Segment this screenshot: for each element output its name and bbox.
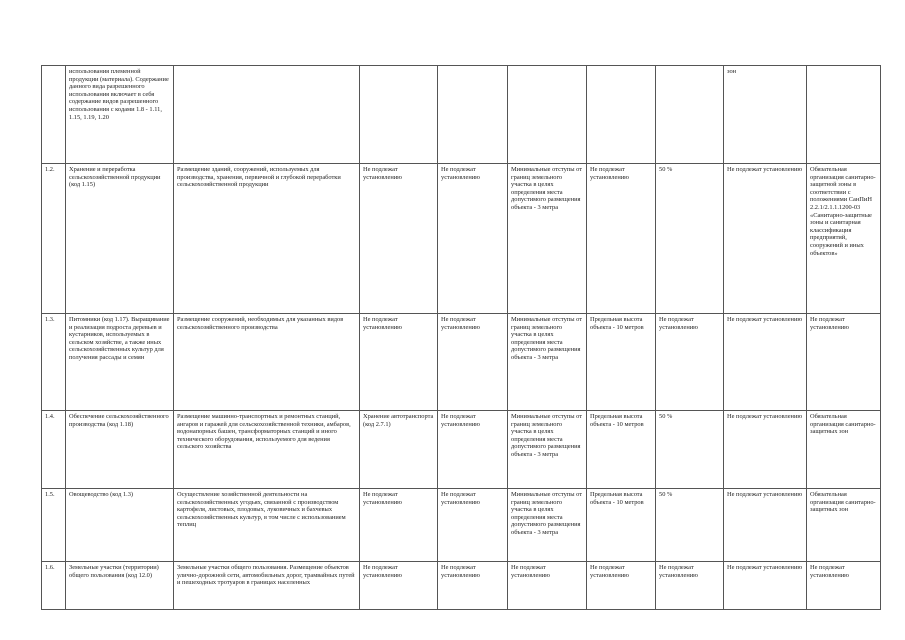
cell-row-number: 1.3. bbox=[42, 314, 66, 411]
cell-row-number: 1.6. bbox=[42, 562, 66, 610]
cell-min-plot-size: Не подлежат установлению bbox=[438, 411, 508, 489]
cell-max-height: Предельная высота объекта - 10 метров bbox=[587, 411, 656, 489]
cell-setbacks: Минимальные отступы от границ земельного участка в целях определения места допустимого размещения объекта - 3 метра bbox=[508, 164, 587, 314]
cell-activity-type: Овощеводство (код 1.3) bbox=[66, 489, 174, 562]
cell-restrictions: Не подлежат установлению bbox=[724, 411, 807, 489]
cell-row-number: 1.4. bbox=[42, 411, 66, 489]
cell-restrictions: Не подлежат установлению bbox=[724, 314, 807, 411]
cell-setbacks: Минимальные отступы от границ земельного участка в целях определения места допустимого размещения объекта - 3 метра bbox=[508, 411, 587, 489]
cell-auxiliary-use: Не подлежат установлению bbox=[360, 562, 438, 610]
table-row bbox=[42, 411, 881, 489]
cell-special-conditions: Обязательная организация санитарно-защитной зоны в соответствии с положениями СанПиН 2.2.1/2.1.1.1200-03 «Санитарно-защитные зоны и санитарная классификация предприятий, сооружений и иных объектов» bbox=[807, 164, 881, 314]
cell-auxiliary-use bbox=[360, 66, 438, 164]
cell-restrictions: Не подлежат установлению bbox=[724, 562, 807, 610]
cell-setbacks: Минимальные отступы от границ земельного участка в целях определения места допустимого размещения объекта - 3 метра bbox=[508, 489, 587, 562]
cell-max-height bbox=[587, 66, 656, 164]
cell-description: Размещение сооружений, необходимых для указанных видов сельскохозяйственного производства bbox=[174, 314, 360, 411]
cell-min-plot-size: Не подлежат установлению bbox=[438, 314, 508, 411]
table-row bbox=[42, 314, 881, 411]
cell-restrictions: зон bbox=[724, 66, 807, 164]
cell-min-plot-size: Не подлежат установлению bbox=[438, 489, 508, 562]
cell-special-conditions bbox=[807, 66, 881, 164]
table-row bbox=[42, 489, 881, 562]
cell-description bbox=[174, 66, 360, 164]
cell-max-height: Предельная высота объекта - 10 метров bbox=[587, 314, 656, 411]
cell-special-conditions: Не подлежат установлению bbox=[807, 562, 881, 610]
table-row bbox=[42, 66, 881, 164]
cell-setbacks bbox=[508, 66, 587, 164]
cell-setbacks: Минимальные отступы от границ земельного участка в целях определения места допустимого размещения объекта - 3 метра bbox=[508, 314, 587, 411]
cell-auxiliary-use: Не подлежат установлению bbox=[360, 164, 438, 314]
cell-coverage-percent: Не подлежат установлению bbox=[656, 314, 724, 411]
table-row bbox=[42, 164, 881, 314]
cell-auxiliary-use: Не подлежат установлению bbox=[360, 314, 438, 411]
cell-coverage-percent: Не подлежат установлению bbox=[656, 562, 724, 610]
cell-description: Осуществление хозяйственной деятельности на сельскохозяйственных угодьях, связанной с производством картофеля, листовых, плодовых, луковичных и бахчевых сельскохозяйственных культур, в том числе с использованием теплиц bbox=[174, 489, 360, 562]
cell-max-height: Не подлежат установлению bbox=[587, 164, 656, 314]
cell-activity-type: использования племенной продукции (материала). Содержание данного вида разрешенного использования включает в себя содержание видов разрешенного использования с кодами 1.8 - 1.11, 1.15, 1.19, 1.20 bbox=[66, 66, 174, 164]
table-row bbox=[42, 562, 881, 610]
cell-special-conditions: Обязательная организация санитарно-защитных зон bbox=[807, 411, 881, 489]
cell-row-number: 1.2. bbox=[42, 164, 66, 314]
cell-activity-type: Земельные участки (территории) общего пользования (код 12.0) bbox=[66, 562, 174, 610]
cell-special-conditions: Не подлежат установлению bbox=[807, 314, 881, 411]
cell-min-plot-size bbox=[438, 66, 508, 164]
cell-special-conditions: Обязательная организация санитарно-защитных зон bbox=[807, 489, 881, 562]
cell-restrictions: Не подлежат установлению bbox=[724, 164, 807, 314]
cell-min-plot-size: Не подлежат установлению bbox=[438, 164, 508, 314]
cell-min-plot-size: Не подлежат установлению bbox=[438, 562, 508, 610]
cell-activity-type: Обеспечение сельскохозяйственного производства (код 1.18) bbox=[66, 411, 174, 489]
cell-max-height: Не подлежат установлению bbox=[587, 562, 656, 610]
cell-auxiliary-use: Хранение автотранспорта (код 2.7.1) bbox=[360, 411, 438, 489]
cell-description: Размещение зданий, сооружений, используемых для производства, хранения, первичной и глубокой переработки сельскохозяйственной продукции bbox=[174, 164, 360, 314]
cell-activity-type: Хранение и переработка сельскохозяйственной продукции (код 1.15) bbox=[66, 164, 174, 314]
cell-description: Размещение машинно-транспортных и ремонтных станций, ангаров и гаражей для сельскохозяйственной техники, амбаров, водонапорных башен, трансформаторных станций и иного технического оборудования, используемого для ведения сельского хозяйства bbox=[174, 411, 360, 489]
cell-activity-type: Питомники (код 1.17). Выращивание и реализация подроста деревьев и кустарников, используемых в сельском хозяйстве, а также иных сельскохозяйственных культур для получения рассады и семян bbox=[66, 314, 174, 411]
cell-row-number: 1.5. bbox=[42, 489, 66, 562]
regulations-table bbox=[41, 65, 881, 610]
cell-coverage-percent: 50 % bbox=[656, 411, 724, 489]
cell-setbacks: Не подлежат установлению bbox=[508, 562, 587, 610]
cell-auxiliary-use: Не подлежат установлению bbox=[360, 489, 438, 562]
cell-coverage-percent bbox=[656, 66, 724, 164]
cell-row-number bbox=[42, 66, 66, 164]
cell-description: Земельные участки общего пользования. Размещение объектов улично-дорожной сети, автомобильных дорог, трамвайных путей и пешеходных тротуаров в границах населенных bbox=[174, 562, 360, 610]
cell-max-height: Предельная высота объекта - 10 метров bbox=[587, 489, 656, 562]
cell-coverage-percent: 50 % bbox=[656, 489, 724, 562]
cell-restrictions: Не подлежат установлению bbox=[724, 489, 807, 562]
cell-coverage-percent: 50 % bbox=[656, 164, 724, 314]
